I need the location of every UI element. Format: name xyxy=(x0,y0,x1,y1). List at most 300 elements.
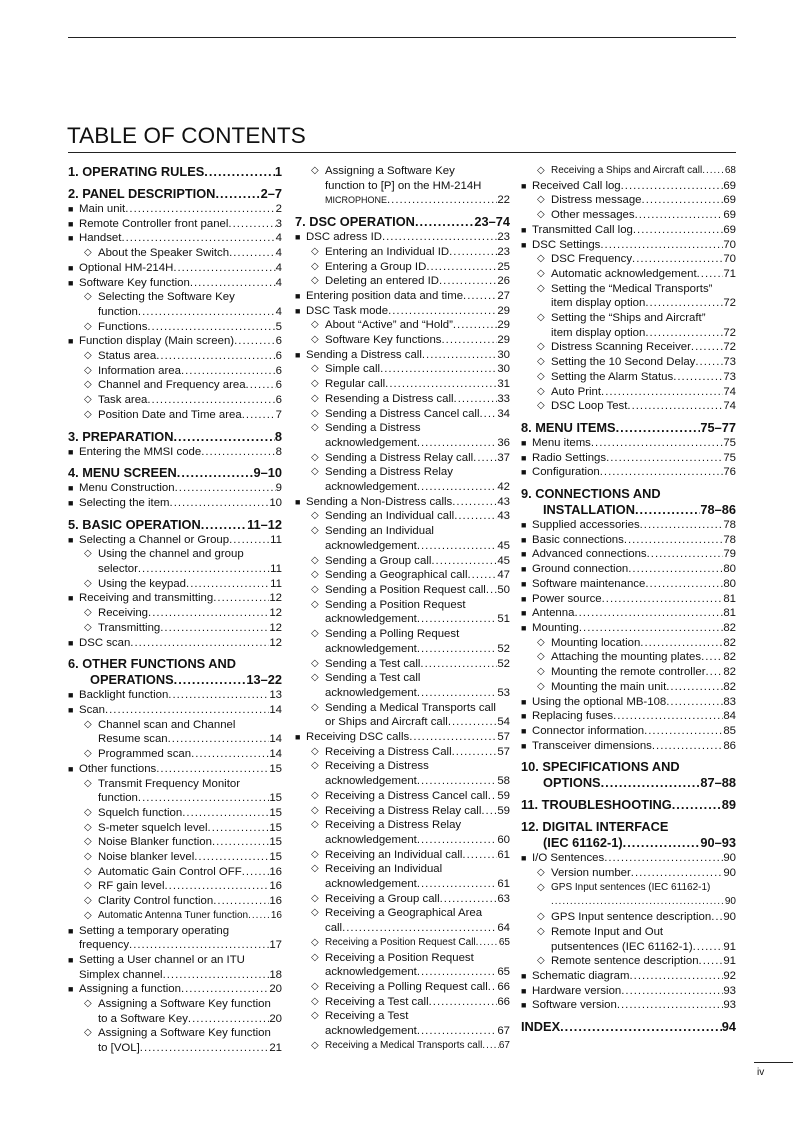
dot-leader xyxy=(602,592,724,607)
toc-entry-leader-line xyxy=(551,665,736,680)
toc-entry-title: item display option xyxy=(551,326,646,339)
dot-leader xyxy=(467,568,497,583)
toc-entry[interactable] xyxy=(295,627,510,656)
toc-entry[interactable] xyxy=(295,730,510,745)
toc-entry[interactable] xyxy=(68,231,282,246)
dot-leader xyxy=(417,480,498,495)
toc-entry[interactable] xyxy=(521,465,736,480)
toc-entry-leader-line xyxy=(79,481,282,496)
toc-page-number: 61 xyxy=(497,878,510,891)
toc-page-number: 81 xyxy=(723,607,736,620)
toc-entry[interactable] xyxy=(521,267,736,282)
toc-entry-title: Software Key functions xyxy=(325,334,442,347)
toc-entry[interactable] xyxy=(68,481,282,496)
toc-entry[interactable] xyxy=(68,636,282,651)
dot-leader xyxy=(476,936,499,951)
toc-entry[interactable] xyxy=(295,598,510,627)
square-bullet-icon: ■ xyxy=(68,446,74,457)
toc-entry-leader-line xyxy=(551,954,736,969)
toc-entry[interactable] xyxy=(68,621,282,636)
toc-entry[interactable] xyxy=(295,407,510,422)
dot-leader xyxy=(635,208,724,223)
toc-entry[interactable] xyxy=(295,524,510,553)
dot-leader xyxy=(473,451,497,466)
toc-entry[interactable] xyxy=(295,304,510,319)
toc-entry-leader-line xyxy=(98,909,282,924)
toc-section-heading[interactable] xyxy=(521,420,736,436)
toc-section-heading[interactable] xyxy=(521,819,736,851)
toc-entry-leader-line xyxy=(325,833,510,848)
toc-entry[interactable] xyxy=(521,621,736,636)
toc-entry[interactable] xyxy=(521,724,736,739)
toc-entry-title: Function display (Main screen) xyxy=(79,335,235,348)
toc-entry[interactable] xyxy=(68,953,282,982)
toc-entry[interactable] xyxy=(295,951,510,980)
toc-page-number: 20 xyxy=(269,1012,282,1025)
toc-page-number: 66 xyxy=(497,995,510,1008)
toc-entry[interactable] xyxy=(68,850,282,865)
toc-entry[interactable] xyxy=(295,421,510,450)
square-bullet-icon: ■ xyxy=(521,534,527,545)
square-bullet-icon: ■ xyxy=(521,564,527,575)
toc-entry[interactable] xyxy=(295,1009,510,1038)
diamond-bullet-icon: ◇ xyxy=(311,995,319,1007)
dot-leader xyxy=(417,833,498,848)
toc-entry[interactable] xyxy=(521,984,736,999)
toc-entry[interactable] xyxy=(68,894,282,909)
toc-entry[interactable] xyxy=(295,568,510,583)
square-bullet-icon: ■ xyxy=(521,593,527,604)
toc-entry[interactable] xyxy=(521,547,736,562)
toc-entry[interactable] xyxy=(68,606,282,621)
square-bullet-icon: ■ xyxy=(521,224,527,235)
toc-entry[interactable] xyxy=(295,818,510,847)
toc-entry[interactable] xyxy=(68,408,282,423)
toc-entry[interactable] xyxy=(521,518,736,533)
toc-entry[interactable] xyxy=(68,982,282,997)
toc-entry[interactable] xyxy=(295,906,510,935)
toc-section-heading[interactable] xyxy=(68,164,282,180)
toc-entry[interactable] xyxy=(295,465,510,494)
toc-entry[interactable] xyxy=(295,348,510,363)
toc-entry[interactable] xyxy=(68,835,282,850)
dot-leader xyxy=(181,982,269,997)
toc-page-number: 90 xyxy=(724,896,736,908)
toc-page-number: 90 xyxy=(723,852,736,865)
diamond-bullet-icon: ◇ xyxy=(537,636,545,648)
diamond-bullet-icon: ◇ xyxy=(84,821,92,833)
toc-entry[interactable] xyxy=(295,392,510,407)
toc-entry[interactable] xyxy=(68,217,282,232)
toc-entry-line: Setting a User channel or an ITU xyxy=(79,953,245,966)
toc-entry[interactable] xyxy=(521,340,736,355)
toc-entry[interactable] xyxy=(521,577,736,592)
toc-entry[interactable] xyxy=(295,495,510,510)
dot-leader xyxy=(551,895,725,910)
toc-entry[interactable] xyxy=(68,909,282,924)
toc-entry[interactable] xyxy=(295,164,510,208)
diamond-bullet-icon: ◇ xyxy=(84,880,92,892)
toc-page-number: 83 xyxy=(723,695,736,708)
toc-entry-title: Receiving a Distress Relay call xyxy=(325,804,482,817)
toc-entry[interactable] xyxy=(521,252,736,267)
toc-entry[interactable] xyxy=(521,562,736,577)
toc-entry[interactable] xyxy=(295,657,510,672)
toc-entry-leader-line xyxy=(532,998,736,1013)
toc-entry[interactable] xyxy=(68,393,282,408)
toc-entry-leader-line xyxy=(325,245,510,260)
toc-entry[interactable] xyxy=(295,509,510,524)
toc-page-number: 21 xyxy=(269,1042,282,1055)
toc-entry[interactable] xyxy=(68,496,282,511)
toc-entry[interactable] xyxy=(295,789,510,804)
toc-entry-title: Receiving a Medical Transports call xyxy=(325,1039,483,1051)
toc-entry[interactable] xyxy=(295,936,510,951)
toc-entry[interactable] xyxy=(295,554,510,569)
toc-section-heading[interactable] xyxy=(295,214,510,230)
diamond-bullet-icon: ◇ xyxy=(537,651,545,663)
toc-entry-title: Selecting a Channel or Group xyxy=(79,533,230,546)
dot-leader xyxy=(182,806,269,821)
toc-entry[interactable] xyxy=(68,747,282,762)
toc-entry-line: Receiving a Geographical Area xyxy=(325,907,483,920)
toc-entry-leader-line xyxy=(325,1039,510,1054)
toc-entry[interactable] xyxy=(521,164,736,179)
toc-entry[interactable] xyxy=(295,333,510,348)
toc-entry-line: function to [P] on the HM-214H xyxy=(325,179,482,192)
toc-entry[interactable] xyxy=(68,349,282,364)
toc-section-heading[interactable] xyxy=(521,486,736,518)
square-bullet-icon: ■ xyxy=(68,593,74,604)
dot-leader xyxy=(452,495,497,510)
toc-entry[interactable] xyxy=(68,246,282,261)
toc-entry[interactable] xyxy=(295,274,510,289)
diamond-bullet-icon: ◇ xyxy=(84,291,92,303)
toc-entry[interactable] xyxy=(295,377,510,392)
square-bullet-icon: ■ xyxy=(521,696,527,707)
toc-entry-line: Receiving a Distress xyxy=(325,760,429,773)
toc-entry-leader-line xyxy=(325,568,510,583)
toc-entry[interactable] xyxy=(295,362,510,377)
dot-leader xyxy=(627,399,723,414)
toc-section-heading[interactable] xyxy=(68,429,282,445)
toc-entry[interactable] xyxy=(521,665,736,680)
dot-leader xyxy=(631,866,724,881)
toc-entry[interactable] xyxy=(521,282,736,311)
toc-section-heading[interactable] xyxy=(68,465,282,481)
toc-entry-leader-line xyxy=(325,554,510,569)
toc-page-number: 14 xyxy=(269,733,282,746)
toc-entry[interactable] xyxy=(521,238,736,253)
toc-entry-title: Software Key function xyxy=(79,276,190,289)
dot-leader xyxy=(422,348,497,363)
toc-entry[interactable] xyxy=(68,276,282,291)
toc-entry-leader-line xyxy=(325,407,510,422)
toc-page-number: 15 xyxy=(269,762,282,775)
dot-leader xyxy=(699,954,724,969)
toc-page-number: 6 xyxy=(275,335,282,348)
toc-page-number: 91 xyxy=(723,940,736,953)
toc-entry-title: Clarity Control function xyxy=(98,895,214,908)
toc-entry-title: Ground connection xyxy=(532,563,629,576)
dot-leader xyxy=(173,261,275,276)
toc-entry[interactable] xyxy=(295,804,510,819)
diamond-bullet-icon: ◇ xyxy=(84,718,92,730)
diamond-bullet-icon: ◇ xyxy=(537,165,545,176)
toc-entry-title: Simple call xyxy=(325,363,381,376)
page-number-rule xyxy=(754,1062,793,1063)
toc-entry[interactable] xyxy=(68,806,282,821)
diamond-bullet-icon: ◇ xyxy=(84,851,92,863)
toc-entry[interactable] xyxy=(68,688,282,703)
toc-entry[interactable] xyxy=(68,879,282,894)
toc-entry[interactable] xyxy=(68,718,282,747)
toc-entry[interactable] xyxy=(68,821,282,836)
toc-section-heading[interactable] xyxy=(68,517,282,533)
toc-entry[interactable] xyxy=(295,245,510,260)
toc-entry-title: Transmitting xyxy=(98,621,161,634)
dot-leader xyxy=(177,465,254,481)
diamond-bullet-icon: ◇ xyxy=(537,253,545,265)
diamond-bullet-icon: ◇ xyxy=(311,628,319,640)
toc-entry[interactable] xyxy=(521,739,736,754)
diamond-bullet-icon: ◇ xyxy=(84,895,92,907)
diamond-bullet-icon: ◇ xyxy=(311,672,319,684)
dot-leader xyxy=(417,877,498,892)
toc-page-number: 67 xyxy=(497,1025,510,1038)
toc-entry[interactable] xyxy=(521,399,736,414)
dot-leader xyxy=(604,851,723,866)
toc-entry[interactable] xyxy=(521,355,736,370)
toc-entry[interactable] xyxy=(521,881,736,910)
toc-entry[interactable] xyxy=(68,533,282,548)
dot-leader xyxy=(488,980,498,995)
dot-leader xyxy=(645,577,723,592)
toc-entry[interactable] xyxy=(295,230,510,245)
toc-entry-line: Sending a Polling Request xyxy=(325,628,460,641)
dot-leader xyxy=(623,835,701,851)
toc-entry-title: Sending a Group call xyxy=(325,554,432,567)
toc-entry[interactable] xyxy=(521,998,736,1013)
diamond-bullet-icon: ◇ xyxy=(84,777,92,789)
toc-entry-title: Menu items xyxy=(532,436,591,449)
toc-entry[interactable] xyxy=(295,1039,510,1054)
toc-entry[interactable] xyxy=(295,318,510,333)
toc-entry[interactable] xyxy=(521,311,736,340)
dot-leader xyxy=(645,326,723,341)
toc-section-heading[interactable] xyxy=(68,656,282,688)
toc-entry[interactable] xyxy=(68,547,282,576)
toc-entry[interactable] xyxy=(521,709,736,724)
toc-entry-title: function xyxy=(98,305,138,318)
toc-page-number: 6 xyxy=(275,394,282,407)
toc-page-number: 45 xyxy=(497,554,510,567)
toc-entry[interactable] xyxy=(521,910,736,925)
toc-entry[interactable] xyxy=(521,533,736,548)
toc-entry[interactable] xyxy=(295,451,510,466)
toc-page-number: 25 xyxy=(497,260,510,273)
toc-entry-title: RF gain level xyxy=(98,880,165,893)
toc-section-heading[interactable] xyxy=(521,797,736,813)
toc-entry[interactable] xyxy=(521,969,736,984)
toc-entry[interactable] xyxy=(521,954,736,969)
toc-entry[interactable] xyxy=(295,848,510,863)
dot-leader xyxy=(600,238,723,253)
toc-entry-leader-line xyxy=(325,980,510,995)
toc-page-number: 18 xyxy=(269,968,282,981)
toc-entry-title: INDEX xyxy=(521,1019,561,1035)
toc-entry[interactable] xyxy=(521,851,736,866)
toc-entry[interactable] xyxy=(68,865,282,880)
toc-entry[interactable] xyxy=(68,997,282,1026)
toc-entry[interactable] xyxy=(295,980,510,995)
toc-entry-title: acknowledgement xyxy=(325,833,417,846)
dot-leader xyxy=(228,217,275,232)
toc-entry-title: acknowledgement xyxy=(325,613,417,626)
diamond-bullet-icon: ◇ xyxy=(311,407,319,419)
toc-entry[interactable] xyxy=(295,892,510,907)
toc-entry[interactable] xyxy=(68,703,282,718)
toc-section-heading[interactable] xyxy=(521,1019,736,1035)
toc-page-number: 59 xyxy=(497,789,510,802)
toc-entry[interactable] xyxy=(68,334,282,349)
diamond-bullet-icon: ◇ xyxy=(537,267,545,279)
toc-entry-title: Receiving an Individual call xyxy=(325,848,463,861)
toc-entry[interactable] xyxy=(521,193,736,208)
toc-entry[interactable] xyxy=(68,261,282,276)
diamond-bullet-icon: ◇ xyxy=(84,379,92,391)
diamond-bullet-icon: ◇ xyxy=(311,378,319,390)
dot-leader xyxy=(181,364,276,379)
toc-entry-title: S-meter squelch level xyxy=(98,821,208,834)
diamond-bullet-icon: ◇ xyxy=(537,282,545,294)
square-bullet-icon: ■ xyxy=(521,578,527,589)
toc-entry-leader-line xyxy=(98,835,282,850)
toc-entry-leader-line xyxy=(79,276,282,291)
toc-entry[interactable] xyxy=(521,370,736,385)
toc-entry-title: DSC adress ID xyxy=(306,231,382,244)
toc-entry-leader-line xyxy=(98,879,282,894)
dot-leader xyxy=(628,562,723,577)
toc-entry-title: Automatic Antenna Tuner function xyxy=(98,909,249,921)
toc-page-number: 69 xyxy=(723,179,736,192)
toc-entry-leader-line xyxy=(325,318,510,333)
toc-entry[interactable] xyxy=(521,451,736,466)
toc-page-number: 3 xyxy=(275,217,282,230)
toc-entry-leader-line xyxy=(325,612,510,627)
square-bullet-icon: ■ xyxy=(68,277,74,288)
dot-leader xyxy=(420,657,497,672)
dot-leader xyxy=(156,762,269,777)
toc-page-number: 29 xyxy=(497,319,510,332)
dot-leader xyxy=(417,642,498,657)
toc-entry-title: 1. OPERATING RULES xyxy=(68,164,205,179)
toc-entry-leader-line xyxy=(98,850,282,865)
toc-entry[interactable] xyxy=(295,701,510,730)
toc-entry[interactable] xyxy=(295,260,510,275)
toc-entry[interactable] xyxy=(68,202,282,217)
toc-page-number: 79 xyxy=(723,548,736,561)
toc-entry[interactable] xyxy=(521,436,736,451)
toc-entry[interactable] xyxy=(521,695,736,710)
toc-column-3 xyxy=(521,164,736,1035)
toc-entry[interactable] xyxy=(68,445,282,460)
toc-entry-title: acknowledgement xyxy=(325,436,417,449)
toc-entry-leader-line xyxy=(79,703,282,718)
toc-entry[interactable] xyxy=(68,290,282,319)
toc-entry-line: Sending a Distress Relay xyxy=(325,466,453,479)
toc-entry[interactable] xyxy=(68,577,282,592)
toc-entry[interactable] xyxy=(521,606,736,621)
toc-entry[interactable] xyxy=(68,320,282,335)
dot-leader xyxy=(129,938,269,953)
dot-leader xyxy=(242,408,276,423)
dot-leader xyxy=(691,340,723,355)
toc-entry[interactable] xyxy=(295,862,510,891)
toc-page-number: 12 xyxy=(269,621,282,634)
toc-entry[interactable] xyxy=(68,364,282,379)
toc-entry[interactable] xyxy=(521,866,736,881)
dot-leader xyxy=(175,481,276,496)
toc-entry-leader-line xyxy=(306,495,510,510)
toc-page-number: 12 xyxy=(269,607,282,620)
toc-entry[interactable] xyxy=(521,223,736,238)
toc-entry-title: INSTALLATION xyxy=(543,502,635,518)
toc-entry[interactable] xyxy=(68,777,282,806)
toc-entry[interactable] xyxy=(68,378,282,393)
toc-entry[interactable] xyxy=(521,385,736,400)
toc-entry-title: Advanced connections xyxy=(532,548,647,561)
diamond-bullet-icon: ◇ xyxy=(84,607,92,619)
toc-page-number: 73 xyxy=(723,370,736,383)
diamond-bullet-icon: ◇ xyxy=(311,554,319,566)
toc-entry-title: Receiving a Test call xyxy=(325,995,429,1008)
toc-page-number: 50 xyxy=(497,583,510,596)
toc-section-heading[interactable] xyxy=(521,759,736,791)
toc-entry[interactable] xyxy=(521,636,736,651)
toc-section-heading[interactable] xyxy=(68,186,282,202)
toc-page-number: 66 xyxy=(497,980,510,993)
toc-entry[interactable] xyxy=(295,995,510,1010)
toc-entry[interactable] xyxy=(295,759,510,788)
toc-entry[interactable] xyxy=(295,289,510,304)
toc-entry[interactable] xyxy=(521,208,736,223)
toc-entry-title: Resending a Distress call xyxy=(325,392,454,405)
toc-entry-leader-line xyxy=(551,267,736,282)
dot-leader xyxy=(449,245,497,260)
toc-entry[interactable] xyxy=(521,680,736,695)
toc-entry-title: Remote sentence description xyxy=(551,955,699,968)
toc-entry[interactable] xyxy=(68,762,282,777)
diamond-bullet-icon: ◇ xyxy=(537,370,545,382)
toc-entry[interactable] xyxy=(68,924,282,953)
square-bullet-icon: ■ xyxy=(68,534,74,545)
toc-entry[interactable] xyxy=(295,583,510,598)
toc-entry[interactable] xyxy=(521,650,736,665)
diamond-bullet-icon: ◇ xyxy=(84,548,92,560)
toc-entry[interactable] xyxy=(68,591,282,606)
toc-entry-leader-line xyxy=(325,274,510,289)
toc-entry[interactable] xyxy=(68,1026,282,1055)
diamond-bullet-icon: ◇ xyxy=(84,247,92,259)
toc-entry[interactable] xyxy=(521,179,736,194)
toc-entry[interactable] xyxy=(521,925,736,954)
toc-entry-title: frequency xyxy=(79,939,130,952)
toc-entry[interactable] xyxy=(295,671,510,700)
toc-entry[interactable] xyxy=(521,592,736,607)
toc-entry-line: Assigning a Software Key xyxy=(325,165,455,177)
toc-entry[interactable] xyxy=(295,745,510,760)
